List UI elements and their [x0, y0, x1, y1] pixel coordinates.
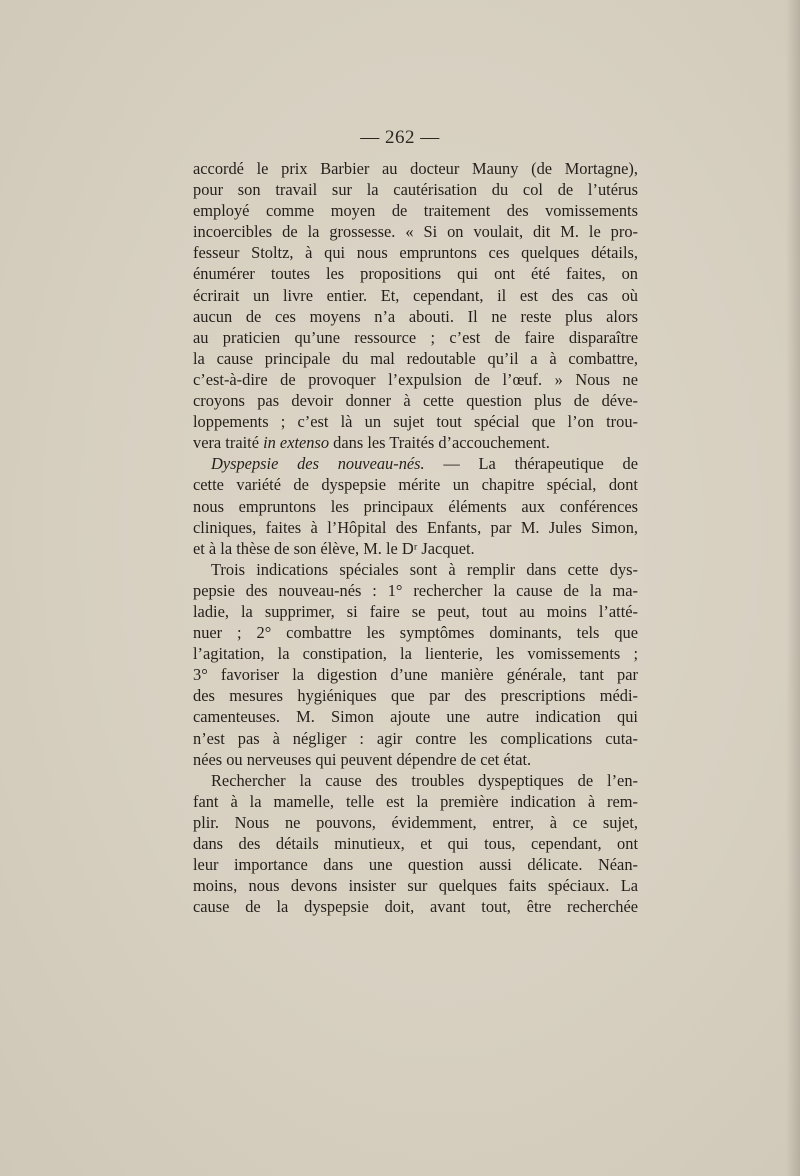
text-line: cause de la dyspepsie doit, avant tout, être recherchée [193, 897, 638, 917]
text-line: accordé le prix Barbier au docteur Mauny (de Mortagne), [193, 159, 638, 178]
text-segment: — La thérapeutique de [424, 454, 638, 474]
text-line: c’est-à-dire de provoquer l’expulsion de l’œuf. » Nous ne [193, 369, 638, 389]
text-line: moins, nous devons insister sur quelques faits spéciaux. La [193, 876, 638, 896]
text-line: et à la thèse de son élève, M. le Dʳ Jacquet. [193, 538, 475, 558]
text-line: cliniques, faites à l’Hôpital des Enfants, par M. Jules Simon, [193, 517, 638, 537]
text-line: Rechercher la cause des troubles dyspeptiques de l’en- [211, 770, 638, 790]
text-line: au praticien qu’une ressource ; c’est de faire disparaître [193, 327, 638, 347]
text-segment: dans les Traités d’accouchement. [329, 433, 550, 453]
text-line: croyons pas devoir donner à cette question plus de déve- [193, 391, 638, 411]
text-line: dans des détails minutieux, et qui tous, cependant, ont [193, 834, 638, 853]
text-line: employé comme moyen de traitement des vomissements [193, 201, 638, 221]
text-line: l’agitation, la constipation, la lienterie, les vomissements ; [193, 644, 638, 664]
text-line: Trois indications spéciales sont à remplir dans cette dys- [211, 559, 638, 579]
text-line: 3° favoriser la digestion d’une manière générale, tant par [193, 665, 638, 685]
text-line [193, 432, 638, 453]
text-line: n’est pas à négliger : agir contre les complications cuta- [193, 728, 638, 748]
text-line: loppements ; c’est là un sujet tout spécial que l’on trou- [193, 412, 638, 432]
text-line: pour son travail sur la cautérisation du col de l’utérus [193, 180, 638, 200]
italic-phrase: in extenso [263, 433, 330, 453]
body-text [193, 158, 638, 917]
text-line: ladie, la supprimer, si faire se peut, tout au moins l’atté- [193, 601, 638, 621]
text-line: leur importance dans une question aussi délicate. Néan- [193, 855, 638, 875]
page-number: — 262 — [360, 127, 440, 148]
text-line [193, 453, 638, 474]
text-line: fesseur Stoltz, à qui nous empruntons ces quelques détails, [193, 243, 638, 263]
text-segment: vera traité [193, 433, 264, 453]
text-line: plir. Nous ne pouvons, évidemment, entrer, à ce sujet, [193, 812, 638, 832]
text-line: camenteuses. M. Simon ajoute une autre indication qui [193, 707, 638, 727]
text-line: écrirait un livre entier. Et, cependant, il est des cas où [193, 285, 638, 305]
text-line: des mesures hygiéniques que par des prescriptions médi- [193, 686, 638, 706]
italic-phrase: Dyspepsie des nouveau-nés. [211, 454, 425, 474]
text-line: la cause principale du mal redoutable qu’il a à combattre, [193, 348, 638, 368]
text-line: cette variété de dyspepsie mérite un chapitre spécial, dont [193, 475, 638, 495]
text-line: aucun de ces moyens n’a abouti. Il ne reste plus alors [193, 306, 638, 326]
text-line: incoercibles de la grossesse. « Si on voulait, dit M. le pro- [193, 222, 638, 242]
text-line: nous empruntons les principaux éléments aux conférences [193, 496, 638, 516]
text-line: énumérer toutes les propositions qui ont été faites, on [193, 264, 638, 284]
text-line: fant à la mamelle, telle est la première indication à rem- [193, 791, 638, 811]
text-line: nuer ; 2° combattre les symptômes dominants, tels que [193, 623, 638, 643]
text-line: nées ou nerveuses qui peuvent dépendre de cet état. [193, 749, 532, 769]
text-line: pepsie des nouveau-nés : 1° rechercher la cause de la ma- [193, 580, 638, 600]
